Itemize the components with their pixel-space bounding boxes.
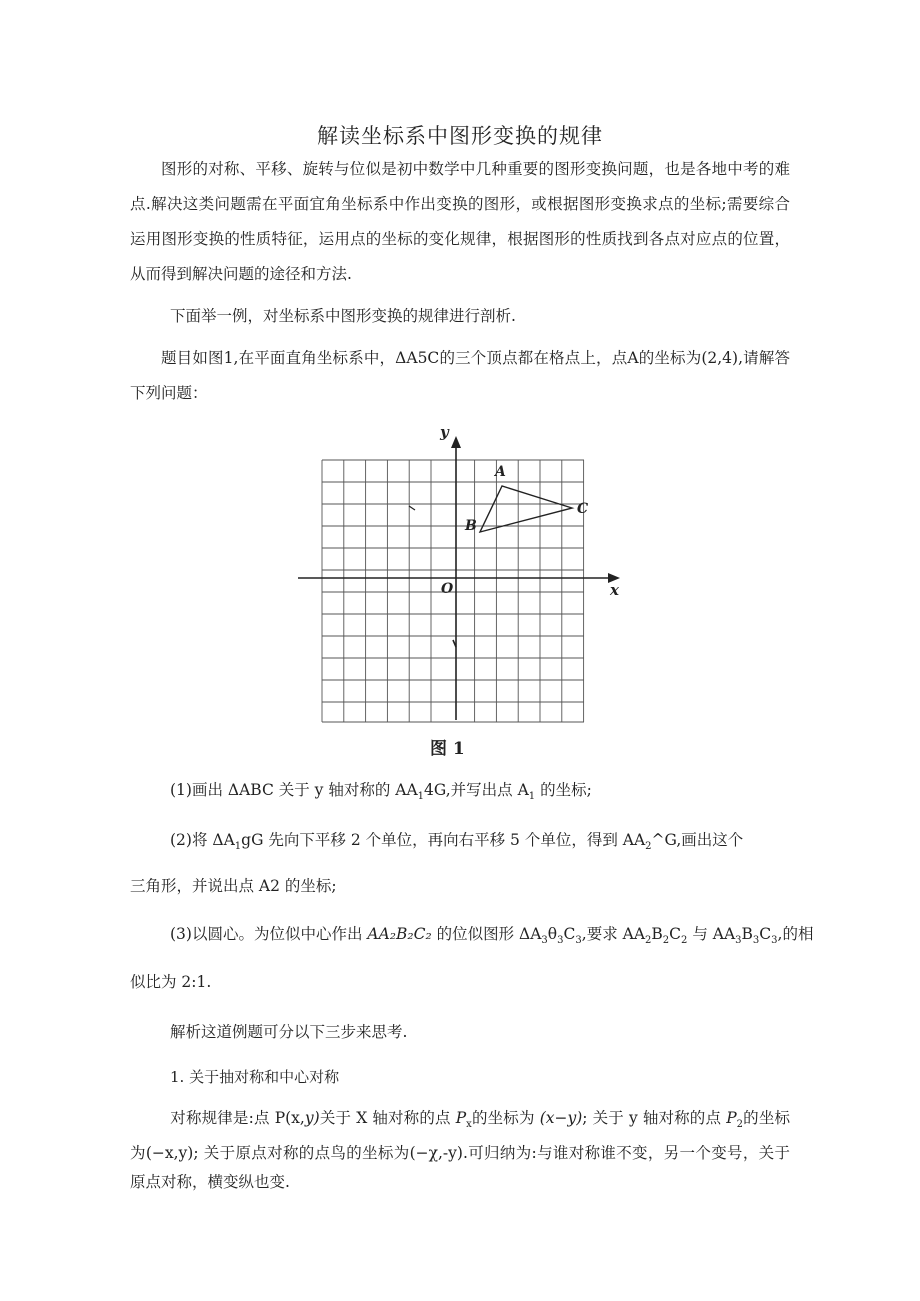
tick-mark [409, 506, 415, 510]
x-axis-label: x [610, 581, 619, 599]
point-b-label: B [465, 518, 477, 534]
question-3-continued: 似比为 2:1. [130, 973, 212, 991]
intro-paragraph: 图形的对称、平移、旋转与位似是初中数学中几种重要的图形变换问题，也是各地中考的难点.解决这类问题需在平面宜角坐标系中作出变换的图形，或根据图形变换求点的坐标;需要综合运用图形变换的性质特征，运用点的坐标的变化规律，根据图形的性质找到各点对应点的位置，从而得到解决问题的途径和方法. [130, 160, 790, 283]
page-title: 解读坐标系中图形变换的规律 [317, 124, 603, 148]
analysis-intro: 解析这道例题可分以下三步来思考. [170, 1023, 408, 1041]
y-axis-label: y [440, 423, 449, 441]
figure-caption: 图 1 [430, 739, 465, 759]
origin-label: O [441, 581, 454, 597]
point-a-label: A [495, 464, 506, 480]
question-1: (1)画出 ΔABC 关于 y 轴对称的 $AA_14G$,并写出点 $A_1$ 的坐标; [170, 781, 592, 803]
question-3: (3)以圆心。为位似中心作出 AA₂B₂C₂ 的位似图形 $\Delta A_3\theta_3C_3$,要求 $AA_2B_2C_2$ 与 $AA_3B_3C_3$,的相 [170, 925, 814, 947]
question-2: (2)将 $\Delta A_1gG$ 先向下平移 2 个单位，再向右平移 5 个单位，得到 $AA_2\^{}G$,画出这个 [170, 831, 744, 853]
triangle-abc [480, 486, 572, 532]
figure-1-grid [290, 420, 630, 760]
problem-paragraph: 题目如图1,在平面直角坐标系中，ΔA5C的三个顶点都在格点上，点A的坐标为(2,4),请解答下列问题： [130, 349, 790, 402]
question-2-continued: 三角形，并说出点 A2 的坐标; [130, 877, 337, 895]
symmetry-rule-paragraph: 对称规律是:点 P(x,y)关于 X 轴对称的点 $P_x$的坐标为 (x−y); 关于 y 轴对称的点 $P_2$的坐标为(−x,y); 关于原点对称的点鸟的坐标为(−χ,-y).可归纳为:与谁对称谁不变，另一个变号，关于原点对称，横变纵也变. [130, 1109, 790, 1192]
y-axis-arrow [451, 436, 461, 448]
point-c-label: C [577, 501, 589, 517]
section-heading: 1. 关于抽对称和中心对称 [170, 1068, 340, 1086]
lead-paragraph: 下面举一例，对坐标系中图形变换的规律进行剖析. [170, 307, 516, 325]
